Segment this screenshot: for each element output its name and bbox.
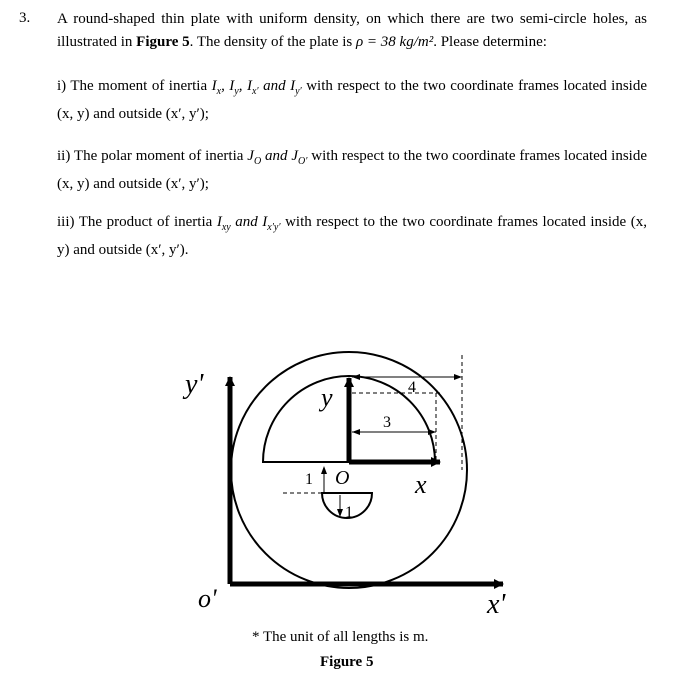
label-y-prime: y': [185, 369, 204, 400]
label-y: y: [321, 383, 333, 412]
label-o: O: [335, 467, 350, 489]
part-iii-symbols: $I_{xy}$ and $I_{x'y'}$: [216, 214, 281, 233]
part-ii-pre: ii) The polar moment of inertia: [57, 148, 248, 164]
part-iii-post: with respect to the two coordinate frames located inside (x, y) and outside (x′, y′).: [57, 214, 647, 258]
question-number: 3.: [19, 10, 31, 26]
dim-1-label: 1: [305, 471, 313, 488]
density-value: ρ = 38 kg/m²: [355, 34, 434, 50]
part-ii-symbols: $J_O$ and $J_{O'}$: [247, 148, 308, 167]
intro-text-end: . Please determine:: [433, 34, 547, 50]
part-iii-pre: iii) The product of inertia: [57, 214, 217, 230]
label-x-prime: x': [487, 589, 506, 620]
radius-1-label: 1: [345, 504, 353, 521]
part-i-post: with respect to the two coordinate frames located inside (x, y) and outside (x′, y′);: [57, 78, 647, 122]
part-i-symbols: $I_x$, $I_y$, $I_{x'}$ and $I_{y'}$: [211, 78, 302, 97]
part-i-pre: i) The moment of inertia: [57, 78, 212, 94]
intro-text-mid: . The density of the plate is: [189, 34, 356, 50]
label-o-prime: o': [198, 584, 217, 613]
label-x: x: [415, 470, 427, 499]
unit-note: * The unit of all lengths is m.: [252, 629, 429, 645]
dim-4-label: 4: [408, 379, 416, 396]
part-ii-post: with respect to the two coordinate frames located inside (x, y) and outside (x′, y′);: [57, 148, 647, 192]
figure-caption: Figure 5: [320, 654, 374, 670]
figure-reference: Figure 5: [136, 34, 190, 50]
intro-text: A round-shaped thin plate with uniform density, on which there are two semi-circle holes, as illustrated in: [57, 11, 647, 50]
dim-3-label: 3: [383, 414, 391, 431]
